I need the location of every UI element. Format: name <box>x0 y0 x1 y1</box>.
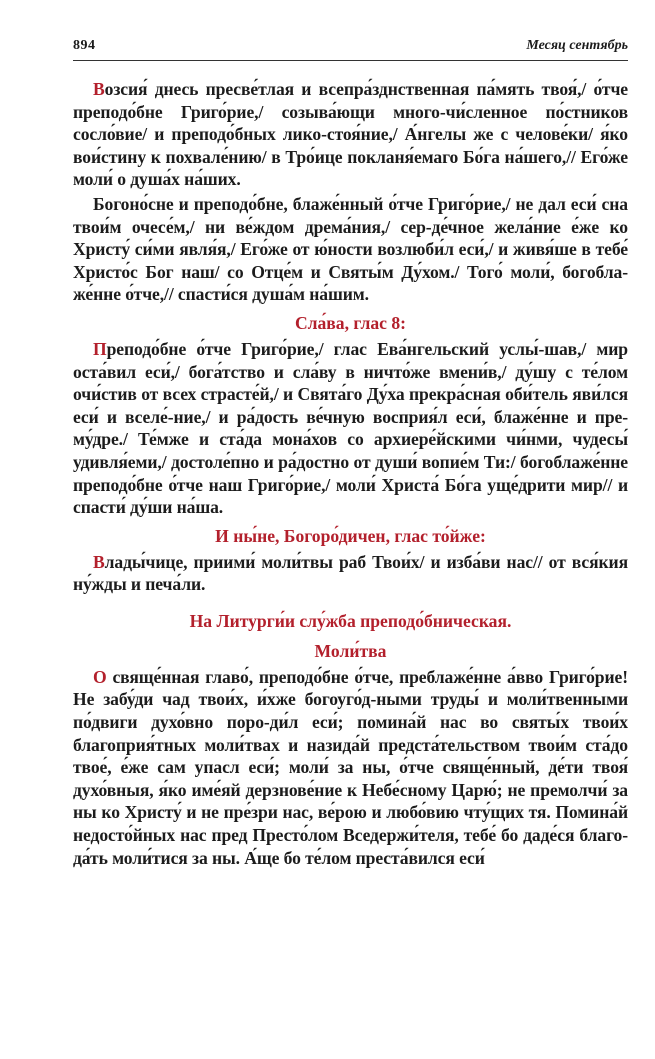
page-number: 894 <box>73 38 96 53</box>
troparion-paragraph-1 <box>73 78 628 191</box>
troparion-paragraph-2 <box>73 193 628 306</box>
paragraph-text: лады́чице, приими́ моли́твы раб Твои́х/ и изба́ви нас// от вся́кия ну́жды и печа́ли. <box>73 551 628 595</box>
drop-cap: В <box>93 79 105 99</box>
drop-cap: О <box>93 666 107 687</box>
theotokion-paragraph <box>73 551 628 596</box>
paragraph-text: реподо́бне о́тче Григо́рие,/ глас Ева́нгельский услы́-шав,/ мир оста́вил еси́,/ бога́тство и сла́ву в ничто́же вмени́в,/ ду́шу с те́лом очи́стив от всех страсте́й,/ и Свята́го Ду́ха прекра́сная оби́тель яви́лся еси́ и вселе́-ние,/ и ра́дость ве́чную восприя́л еси́, блаже́нне и пре-му́дре./ Те́мже и ста́да мона́хов со архиере́йскими чи́нми, чудесы́ удивля́еми,/ достоле́пно и ра́достно от души́ вопие́м Ти:/ богоблаже́нне преподо́бне о́тче наш Григо́рие,/ моли́ Христа́ Бо́га уще́дрити мир// и спасти́ ду́ши на́ша. <box>73 338 628 518</box>
prayer-paragraph <box>73 666 628 869</box>
heading-slava: Сла́ва, глас 8: <box>294 312 407 333</box>
heading-liturgy: На Литурги́и слу́жба преподо́бническая. <box>189 610 512 631</box>
paragraph-text: Богоно́сне и преподо́бне, блаже́нный о́тче Григо́рие,/ не дал еси́ сна твои́м очесе́м,/ ни ве́ждом дрема́ния,/ сер-де́чное жела́ние е́же ко Христу́ си́ми явля́я,/ Его́же от ю́ности возлюби́л еси́,/ и живя́ше в тебе́ Христо́с Бог наш/ со Отце́м и Святы́м Ду́хом./ Того́ моли́, богобла-же́нне о́тче,// спасти́ся душа́м на́шим. <box>73 193 628 305</box>
slava-paragraph <box>73 338 628 519</box>
drop-cap: П <box>93 338 107 359</box>
page-header <box>73 38 628 61</box>
book-page <box>73 38 628 869</box>
heading-prayer: Моли́тва <box>314 640 387 661</box>
paragraph-text: свяще́нная главо́, преподо́бне о́тче, преблаже́нне а́вво Григо́рие! Не забу́ди чад твои́х, и́хже богоуго́д-ными труды́ и моли́твенными по́двиги духо́вно поро-ди́л еси́; помина́й нас во святы́х твои́х благоприя́тных моли́твах и назида́й предста́тельством твои́м ста́до твое́, е́же сам упасл еси́; моли́ за ны, о́тче свяще́нный, де́ти твоя́ духо́вныя, я́ко име́яй дерзнове́ние к Небе́сному Царю́; не премолчи́ за ны ко Христу́ и не пре́зри нас, ве́рою и любо́вию чту́щих тя. Помина́й недосто́йных нас пред Престо́лом Вседержи́теля, тебе́ бо даде́ся благо-да́ть моли́тися за ны. А́ще бо те́лом преста́вился еси́ <box>73 666 628 868</box>
running-title: Месяц сентябрь <box>526 38 628 53</box>
paragraph-text: озсия́ днесь пресве́тлая и всепра́зднственная па́мять твоя́,/ о́тче преподо́бне Григо́рие,/ созыва́ющи много-чи́сленное по́стников сосло́вие/ и преподо́бных лико-стоя́ние,/ А́нгелы же с челове́ки/ я́ко вои́стину к похвале́нию/ в Тро́ице покланя́емаго Бо́га на́шего,// Его́же моли́ о душа́х на́ших. <box>73 79 628 190</box>
drop-cap: В <box>93 551 105 572</box>
heading-theotokion: И ны́не, Богоро́дичен, глас то́йже: <box>215 525 486 546</box>
